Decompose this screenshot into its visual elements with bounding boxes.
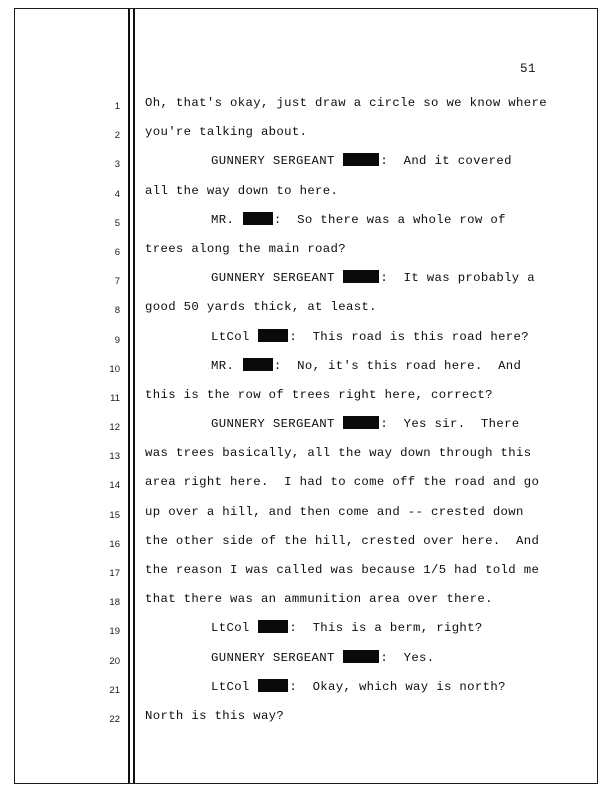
redaction-box	[343, 270, 379, 283]
line-text	[145, 270, 585, 286]
text-run: you're talking about.	[145, 125, 308, 140]
transcript-line	[0, 209, 611, 238]
transcript-line	[0, 647, 611, 676]
transcript-line	[0, 705, 611, 734]
line-text	[145, 387, 585, 403]
text-run: this is the row of trees right here, correct?	[145, 387, 493, 402]
transcript-line	[0, 559, 611, 588]
text-run: : No, it's this road here. And	[273, 358, 522, 373]
line-number: 12	[109, 422, 120, 434]
transcript-line	[0, 238, 611, 267]
text-run: Oh, that's okay, just draw a circle so we know where	[145, 96, 547, 110]
redaction-box	[343, 416, 379, 429]
line-number: 10	[109, 363, 120, 375]
text-run: : This is a berm, right?	[289, 621, 483, 636]
line-number: 4	[114, 188, 120, 200]
text-run: was trees basically, all the way down through this	[145, 446, 532, 461]
text-run: MR.	[211, 212, 242, 227]
transcript-line	[0, 384, 611, 413]
text-run: LtCol	[211, 679, 258, 694]
line-number: 15	[109, 509, 120, 521]
line-text	[145, 183, 585, 199]
line-number: 9	[114, 334, 120, 346]
line-number: 8	[114, 305, 120, 317]
text-run: : Yes.	[380, 650, 435, 665]
line-number: 20	[109, 655, 120, 667]
line-number: 5	[114, 217, 120, 229]
page-border-top	[14, 8, 598, 9]
text-run: the reason I was called was because 1/5 had told me	[145, 563, 540, 577]
redaction-box	[243, 212, 273, 225]
line-number: 21	[109, 684, 120, 696]
line-number: 1	[114, 101, 120, 112]
transcript-line	[0, 442, 611, 471]
redaction-box	[258, 679, 288, 692]
line-text	[145, 329, 585, 345]
line-text	[145, 416, 585, 432]
line-number: 22	[109, 713, 120, 725]
redaction-box	[258, 620, 288, 633]
transcript-line	[0, 326, 611, 355]
text-run: up over a hill, and then come and -- crested down	[145, 504, 524, 519]
line-text	[145, 504, 585, 520]
text-run: good 50 yards thick, at least.	[145, 300, 377, 315]
text-run: GUNNERY SERGEANT	[211, 154, 343, 169]
text-run: the other side of the hill, crested over here. And	[145, 533, 540, 548]
line-text	[145, 241, 585, 257]
text-run: : And it covered	[380, 154, 512, 169]
line-text	[145, 358, 585, 374]
line-text	[145, 153, 585, 169]
text-run: : Okay, which way is north?	[289, 679, 506, 694]
line-text	[145, 445, 585, 461]
line-text	[145, 95, 585, 111]
redaction-box	[243, 358, 273, 371]
line-number: 2	[114, 130, 120, 142]
line-text	[145, 562, 585, 578]
transcript-line	[0, 617, 611, 646]
text-run: all the way down to here.	[145, 183, 339, 198]
line-number: 19	[109, 626, 120, 638]
text-run: : So there was a whole row of	[273, 212, 506, 227]
transcript-line	[0, 121, 611, 150]
line-number: 7	[114, 276, 120, 288]
transcript-line	[0, 150, 611, 179]
text-run: MR.	[211, 358, 242, 373]
line-text	[145, 620, 585, 636]
text-run: North is this way?	[145, 708, 285, 723]
transcript-line	[0, 267, 611, 296]
transcript-line	[0, 501, 611, 530]
page-border-bottom	[14, 783, 598, 784]
transcript-line	[0, 676, 611, 705]
line-number: 18	[109, 597, 120, 609]
line-number: 16	[109, 538, 120, 550]
text-run: : Yes sir. There	[380, 417, 520, 432]
line-text	[145, 591, 585, 607]
text-run: : It was probably a	[380, 271, 535, 286]
transcript-line	[0, 530, 611, 559]
text-run: LtCol	[211, 329, 258, 344]
transcript-body	[0, 92, 611, 734]
line-text	[145, 708, 585, 724]
line-number: 14	[109, 480, 120, 492]
line-text	[145, 474, 585, 490]
transcript-line	[0, 92, 611, 121]
line-text	[145, 124, 585, 140]
text-run: GUNNERY SERGEANT	[211, 271, 343, 286]
page-number: 51	[519, 62, 536, 76]
text-run: : This road is this road here?	[289, 329, 529, 344]
redaction-box	[343, 650, 379, 663]
line-number: 11	[110, 392, 120, 404]
text-run: GUNNERY SERGEANT	[211, 650, 343, 665]
line-text	[145, 650, 585, 666]
redaction-box	[343, 153, 379, 166]
line-number: 6	[114, 246, 120, 258]
redaction-box	[258, 329, 288, 342]
line-number: 3	[114, 159, 120, 171]
transcript-line	[0, 588, 611, 617]
text-run: GUNNERY SERGEANT	[211, 417, 343, 432]
line-text	[145, 299, 585, 315]
text-run: area right here. I had to come off the road and go	[145, 475, 540, 490]
transcript-line	[0, 180, 611, 209]
line-text	[145, 679, 585, 695]
line-number: 17	[109, 568, 120, 579]
line-number: 13	[109, 451, 120, 463]
text-run: trees along the main road?	[145, 241, 346, 256]
transcript-line	[0, 413, 611, 442]
text-run: LtCol	[211, 621, 258, 636]
transcript-line	[0, 355, 611, 384]
line-text	[145, 212, 585, 228]
transcript-line	[0, 296, 611, 325]
text-run: that there was an ammunition area over there.	[145, 592, 493, 607]
transcript-line	[0, 471, 611, 500]
line-text	[145, 533, 585, 549]
